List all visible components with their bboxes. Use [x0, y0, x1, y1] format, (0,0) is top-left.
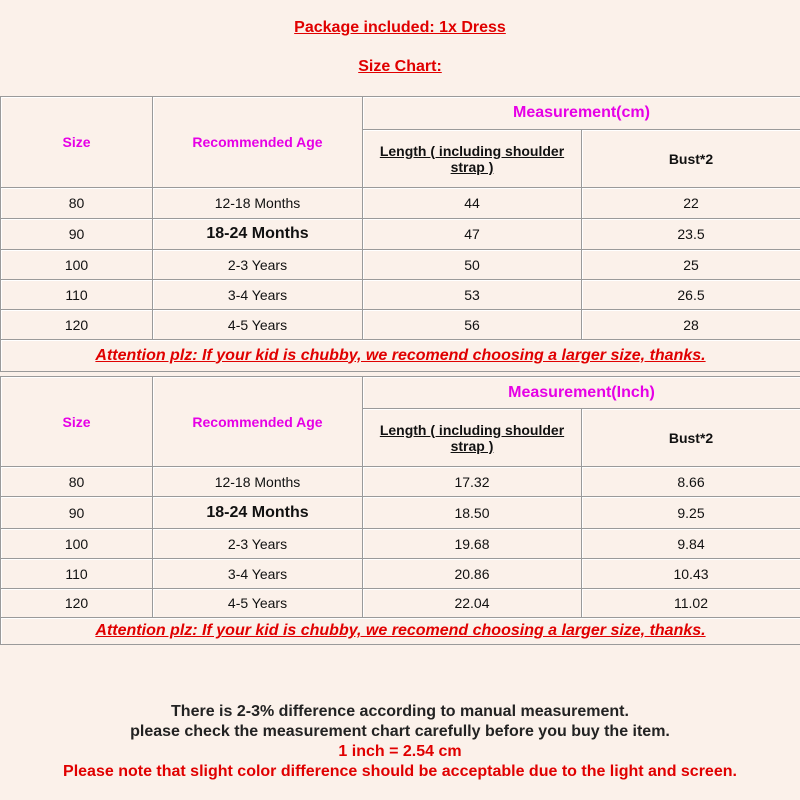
measurement-header: Measurement(Inch) [363, 377, 800, 409]
size-cell: 80 [1, 188, 153, 219]
length-header-line2: strap ) [450, 437, 494, 454]
length-cell: 50 [363, 250, 582, 280]
recommended-age-header: Recommended Age [153, 97, 363, 188]
bust-cell: 10.43 [582, 559, 800, 589]
length-cell: 20.86 [363, 559, 582, 589]
length-cell: 19.68 [363, 529, 582, 559]
table-row [1, 280, 800, 310]
age-cell: 18-24 Months [153, 497, 363, 529]
table-row [1, 559, 800, 589]
size-cell: 100 [1, 250, 153, 280]
table-row [1, 219, 800, 250]
table-row [1, 250, 800, 280]
footer-line-2: please check the measurement chart carefully before you buy the item. [130, 723, 670, 740]
size-header: Size [1, 97, 153, 188]
attention-note: Attention plz: If your kid is chubby, we recomend choosing a larger size, thanks. [1, 340, 800, 372]
age-cell: 2-3 Years [153, 529, 363, 559]
length-cell: 22.04 [363, 589, 582, 618]
footer-line-3: 1 inch = 2.54 cm [338, 743, 462, 760]
recommended-age-header: Recommended Age [153, 377, 363, 467]
size-cell: 90 [1, 219, 153, 250]
length-header-line1: Length ( including shoulder [379, 142, 565, 159]
bust-cell: 28 [582, 310, 800, 340]
length-header [363, 409, 582, 467]
length-cell: 53 [363, 280, 582, 310]
table-row [1, 467, 800, 497]
length-header [363, 130, 582, 188]
size-cell: 80 [1, 467, 153, 497]
bust-cell: 11.02 [582, 589, 800, 618]
bust-header: Bust*2 [582, 130, 800, 188]
footer-line-1: There is 2-3% difference according to manual measurement. [171, 703, 629, 720]
length-cell: 56 [363, 310, 582, 340]
size-chart-heading: Size Chart: [358, 58, 442, 75]
attention-note: Attention plz: If your kid is chubby, we recomend choosing a larger size, thanks. [1, 618, 800, 645]
bust-header: Bust*2 [582, 409, 800, 467]
size-cell: 100 [1, 529, 153, 559]
size-cell: 110 [1, 559, 153, 589]
age-cell: 3-4 Years [153, 559, 363, 589]
age-cell: 18-24 Months [153, 219, 363, 250]
bust-cell: 23.5 [582, 219, 800, 250]
age-cell: 12-18 Months [153, 188, 363, 219]
length-cell: 44 [363, 188, 582, 219]
age-cell: 12-18 Months [153, 467, 363, 497]
measurement-header: Measurement(cm) [363, 97, 800, 130]
footer-line-4: Please note that slight color difference should be acceptable due to the light and screen. [63, 763, 737, 780]
package-included-heading: Package included: 1x Dress [294, 19, 506, 36]
length-header-line1: Length ( including shoulder [379, 421, 565, 438]
size-table-inch [0, 376, 800, 645]
size-header: Size [1, 377, 153, 467]
length-cell: 47 [363, 219, 582, 250]
table-row [1, 310, 800, 340]
bust-cell: 9.25 [582, 497, 800, 529]
age-cell: 3-4 Years [153, 280, 363, 310]
footer-notes [0, 702, 800, 782]
bust-cell: 22 [582, 188, 800, 219]
length-cell: 18.50 [363, 497, 582, 529]
size-table-cm [0, 96, 800, 372]
age-cell: 2-3 Years [153, 250, 363, 280]
age-cell: 4-5 Years [153, 310, 363, 340]
table-row [1, 188, 800, 219]
bust-cell: 9.84 [582, 529, 800, 559]
size-cell: 90 [1, 497, 153, 529]
bust-cell: 26.5 [582, 280, 800, 310]
age-cell: 4-5 Years [153, 589, 363, 618]
table-row [1, 529, 800, 559]
size-cell: 120 [1, 589, 153, 618]
bust-cell: 8.66 [582, 467, 800, 497]
size-cell: 120 [1, 310, 153, 340]
bust-cell: 25 [582, 250, 800, 280]
table-row [1, 497, 800, 529]
table-row [1, 589, 800, 618]
length-cell: 17.32 [363, 467, 582, 497]
size-cell: 110 [1, 280, 153, 310]
length-header-line2: strap ) [450, 158, 494, 175]
